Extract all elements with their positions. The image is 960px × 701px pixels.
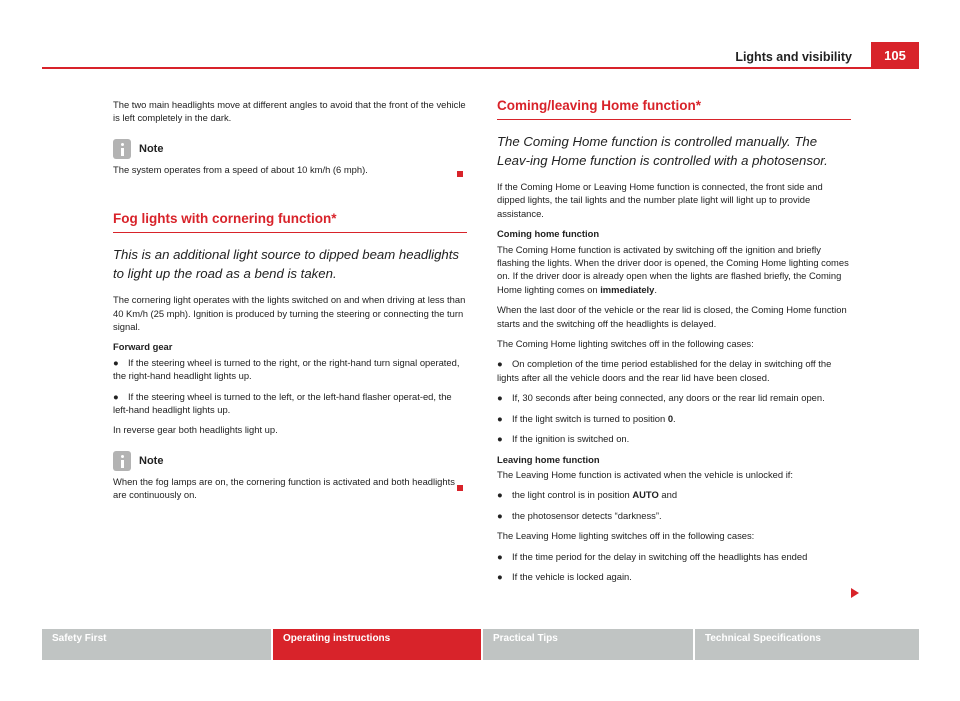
intro-paragraph: The two main headlights move at different angles to avoid that the front of the vehicle is left completely in the dark. — [113, 99, 466, 124]
section-end-marker — [457, 485, 463, 491]
text-run: . — [654, 283, 657, 295]
footer-tab-operating-instructions[interactable]: Operating instructions — [273, 629, 481, 660]
bullet-text: If, 30 seconds after being connected, any doors or the rear lid remain open. — [512, 392, 825, 404]
bullet-dot: ● — [497, 550, 503, 562]
paragraph: The Leaving Home function is activated when the vehicle is unlocked if: — [497, 468, 793, 480]
bullet-text: If the light switch is turned to position — [512, 412, 668, 424]
footer-tab-practical-tips[interactable]: Practical Tips — [483, 629, 693, 660]
paragraph — [497, 243, 851, 297]
bullet-text: the photosensor detects “darkness”. — [512, 509, 662, 521]
bullet-dot: ● — [113, 390, 119, 402]
bullet-item — [497, 570, 851, 583]
paragraph: The Leaving Home lighting switches off in the following cases: — [497, 530, 755, 542]
note-heading — [113, 139, 467, 159]
switch-position-symbol: 0 — [667, 412, 674, 424]
left-column — [113, 98, 467, 509]
paragraph: In reverse gear both headlights light up. — [113, 424, 278, 436]
bullet-text: If the steering wheel is turned to the left, or the left-hand flasher operat-ed, the left-hand headlight lights up. — [113, 390, 452, 416]
bullet-item — [497, 550, 851, 563]
bullet-text: On completion of the time period established for the delay in switching off the lights after all the vehicle doors and the rear lid have been closed. — [497, 358, 832, 383]
subheading-coming-home: Coming home function — [497, 228, 600, 240]
continue-arrow-icon — [851, 588, 859, 598]
footer-tab-safety-first[interactable]: Safety First — [42, 629, 271, 660]
bullet-dot: ● — [497, 570, 503, 582]
bullet-text: If the time period for the delay in switching off the headlights has ended — [512, 550, 808, 562]
bullet-item — [497, 488, 851, 501]
bullet-dot: ● — [497, 392, 503, 404]
bullet-item — [497, 509, 851, 522]
note-text: The system operates from a speed of about 10 km/h (6 mph). — [113, 163, 368, 175]
section-title-fog-lights: Fog lights with cornering function* — [113, 211, 467, 233]
bullet-item — [497, 412, 851, 425]
bullet-item — [497, 391, 851, 404]
bullet-dot: ● — [497, 489, 503, 501]
subheading-leaving-home: Leaving home function — [497, 453, 600, 465]
paragraph: The cornering light operates with the lights switched on and when driving at less than 40 Km/h (25 mph). Ignition is produced by turning the steering or connecting the turn signal. — [113, 294, 466, 333]
bullet-item — [497, 357, 851, 384]
bullet-item — [497, 432, 851, 445]
text-run: and — [658, 489, 678, 501]
bullet-text: If the ignition is switched on. — [512, 433, 630, 445]
subheading-forward-gear: Forward gear — [113, 341, 173, 353]
paragraph: If the Coming Home or Leaving Home function is connected, the front side and dipped lights, the tail lights and the number plate light will light up to provide assistance. — [497, 181, 823, 219]
note-text: When the fog lamps are on, the cornering function is activated and both headlights are continuously on. — [113, 475, 455, 501]
note-label: Note — [139, 454, 164, 467]
bullet-text: If the steering wheel is turned to the right, or the right-hand turn signal operated, the right-hand headlight lights up. — [113, 356, 460, 382]
section-end-marker — [457, 171, 463, 177]
info-icon — [113, 451, 131, 471]
section-lead: This is an additional light source to dipped beam headlights to light up the road as a bend is taken. — [113, 247, 460, 282]
text-run: . — [673, 412, 676, 424]
page-number: 105 — [871, 42, 919, 68]
bullet-item — [113, 390, 467, 417]
note-heading — [113, 451, 467, 471]
bullet-item — [113, 356, 467, 383]
emphasis: immediately — [600, 283, 655, 295]
bullet-dot: ● — [497, 412, 503, 424]
right-column — [497, 98, 851, 590]
info-icon — [113, 139, 131, 159]
bullet-dot: ● — [497, 358, 503, 370]
bullet-text: If the vehicle is locked again. — [512, 570, 632, 582]
bullet-dot: ● — [497, 433, 503, 445]
bullet-dot: ● — [497, 509, 503, 521]
note-label: Note — [139, 142, 164, 155]
running-header-title: Lights and visibility — [735, 50, 852, 64]
paragraph: The Coming Home lighting switches off in the following cases: — [497, 338, 754, 350]
paragraph: When the last door of the vehicle or the rear lid is closed, the Coming Home function starts and the switching off the headlights is delayed. — [497, 304, 847, 329]
section-title-coming-home: Coming/leaving Home function* — [497, 98, 851, 120]
text-run: The Coming Home function is activated by switching off the ignition and briefly flashing the lights. When the driver door is opened, the Coming Home lighting comes on. If the driver door is already open when the lights are flashed briefly, the Coming Home lighting comes on — [497, 243, 849, 295]
section-lead: The Coming Home function is controlled manually. The Leav-ing Home function is controlled with a photosensor. — [497, 134, 828, 168]
bullet-dot: ● — [113, 356, 119, 368]
bullet-text: the light control is in position — [512, 489, 633, 501]
switch-position-symbol: AUTO — [632, 489, 659, 501]
header-rule — [42, 67, 919, 69]
footer-tab-technical-specifications[interactable]: Technical Specifications — [695, 629, 919, 660]
